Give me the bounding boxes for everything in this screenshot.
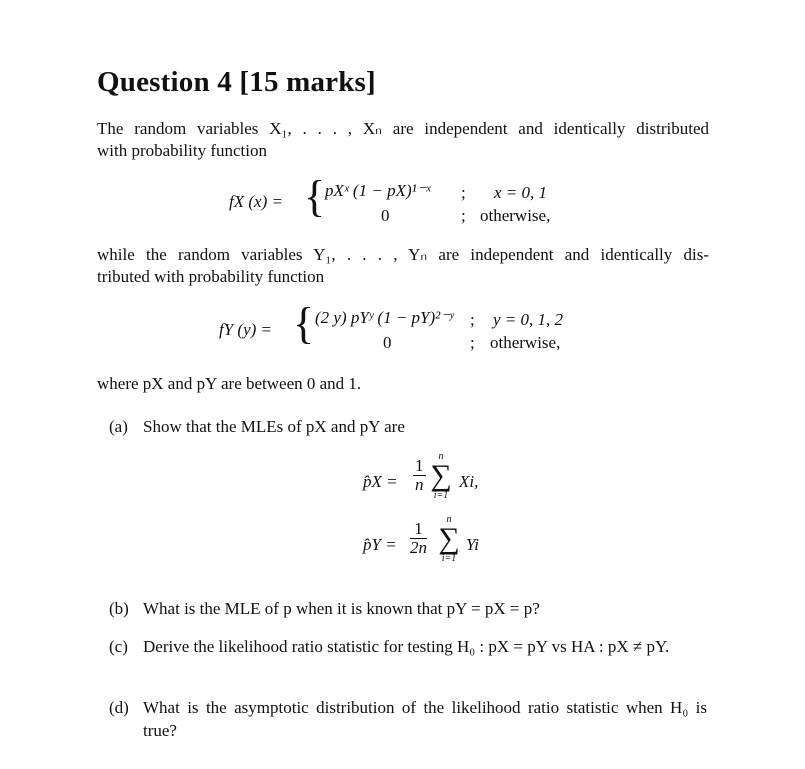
middle-paragraph (97, 244, 709, 288)
sigma-icon: ∑ (430, 459, 452, 492)
pmf-x-case2-cond: otherwise, (480, 206, 551, 225)
part-a-text: Show that the MLEs of pX and pY are (143, 417, 405, 436)
pmf-y-brace: { (293, 299, 315, 348)
intro-line-2: with probability function (97, 141, 267, 160)
pmf-x-lhs: fX (x) = (229, 192, 283, 211)
part-d (109, 696, 707, 744)
question-title: Question 4 [15 marks] (97, 66, 376, 98)
pmf-y-case2-cond: otherwise, (490, 333, 561, 352)
pmf-y-case2-sep: ; (470, 333, 475, 352)
where-line: where pX and pY are between 0 and 1. (97, 374, 362, 393)
middle-line-1: while the random variables Y₁, . . . , Yₙ are independent and identically dis- (97, 245, 709, 264)
mle-px-sum-bottom: i=1 (433, 490, 449, 501)
part-c-text: Derive the likelihood ratio statistic for testing H₀ : pX = pY vs HA : pX ≠ pY. (143, 637, 670, 656)
intro-paragraph (97, 118, 709, 162)
mle-px-term: Xi, (459, 472, 479, 491)
intro-line-1: The random variables X₁, . . . , Xₙ are independent and identically distributed (97, 119, 709, 138)
middle-line-2: tributed with probability function (97, 267, 325, 286)
pmf-y-lhs: fY (y) = (219, 320, 273, 339)
pmf-x-case1-expr: pXˣ (1 − pX)¹⁻ˣ (325, 181, 431, 200)
mle-py-sum-top: n (446, 514, 452, 525)
part-b-label: (b) (109, 599, 129, 618)
where-paragraph (97, 373, 709, 395)
mle-py-fraction (410, 520, 427, 557)
part-b-text: What is the MLE of p when it is known that pY = pX = p? (143, 599, 540, 618)
pmf-x-case2-expr: 0 (381, 206, 390, 225)
part-c (109, 635, 707, 683)
part-b (109, 597, 707, 621)
mle-px-sum-top: n (438, 451, 444, 462)
part-a (109, 415, 707, 439)
mle-px-fraction (413, 457, 426, 494)
mle-py-sum (436, 514, 462, 564)
pmf-y-case1-cond: y = 0, 1, 2 (493, 310, 564, 329)
mle-py-numerator: 1 (410, 520, 427, 539)
pmf-x-brace: { (304, 172, 326, 221)
mle-py-sum-bottom: i=1 (441, 553, 457, 564)
part-d-text: What is the asymptotic distribution of the likelihood ratio statistic when H₀ is true? (143, 698, 707, 740)
mle-px-sum (428, 451, 454, 501)
part-c-label: (c) (109, 637, 128, 656)
pmf-y-case1-expr: (2 y) pYʸ (1 − pY)²⁻ʸ (315, 308, 454, 327)
pmf-x-case1-cond: x = 0, 1 (494, 183, 548, 202)
mle-px-numerator: 1 (415, 456, 424, 475)
pmf-y-case2-expr: 0 (383, 333, 392, 352)
mle-py-denominator: 2n (410, 538, 427, 557)
pmf-x-case2-sep: ; (461, 206, 466, 225)
mle-px-lhs: p̂X = (363, 472, 398, 491)
pmf-y-case1-sep: ; (470, 310, 475, 329)
mle-py-lhs: p̂Y = (363, 535, 397, 554)
part-d-label: (d) (109, 698, 129, 717)
sigma-icon: ∑ (438, 522, 460, 555)
mle-px-denominator: n (415, 475, 424, 494)
pmf-x-case1-sep: ; (461, 183, 466, 202)
mle-py-term: Yi (466, 535, 479, 554)
part-a-label: (a) (109, 417, 128, 436)
